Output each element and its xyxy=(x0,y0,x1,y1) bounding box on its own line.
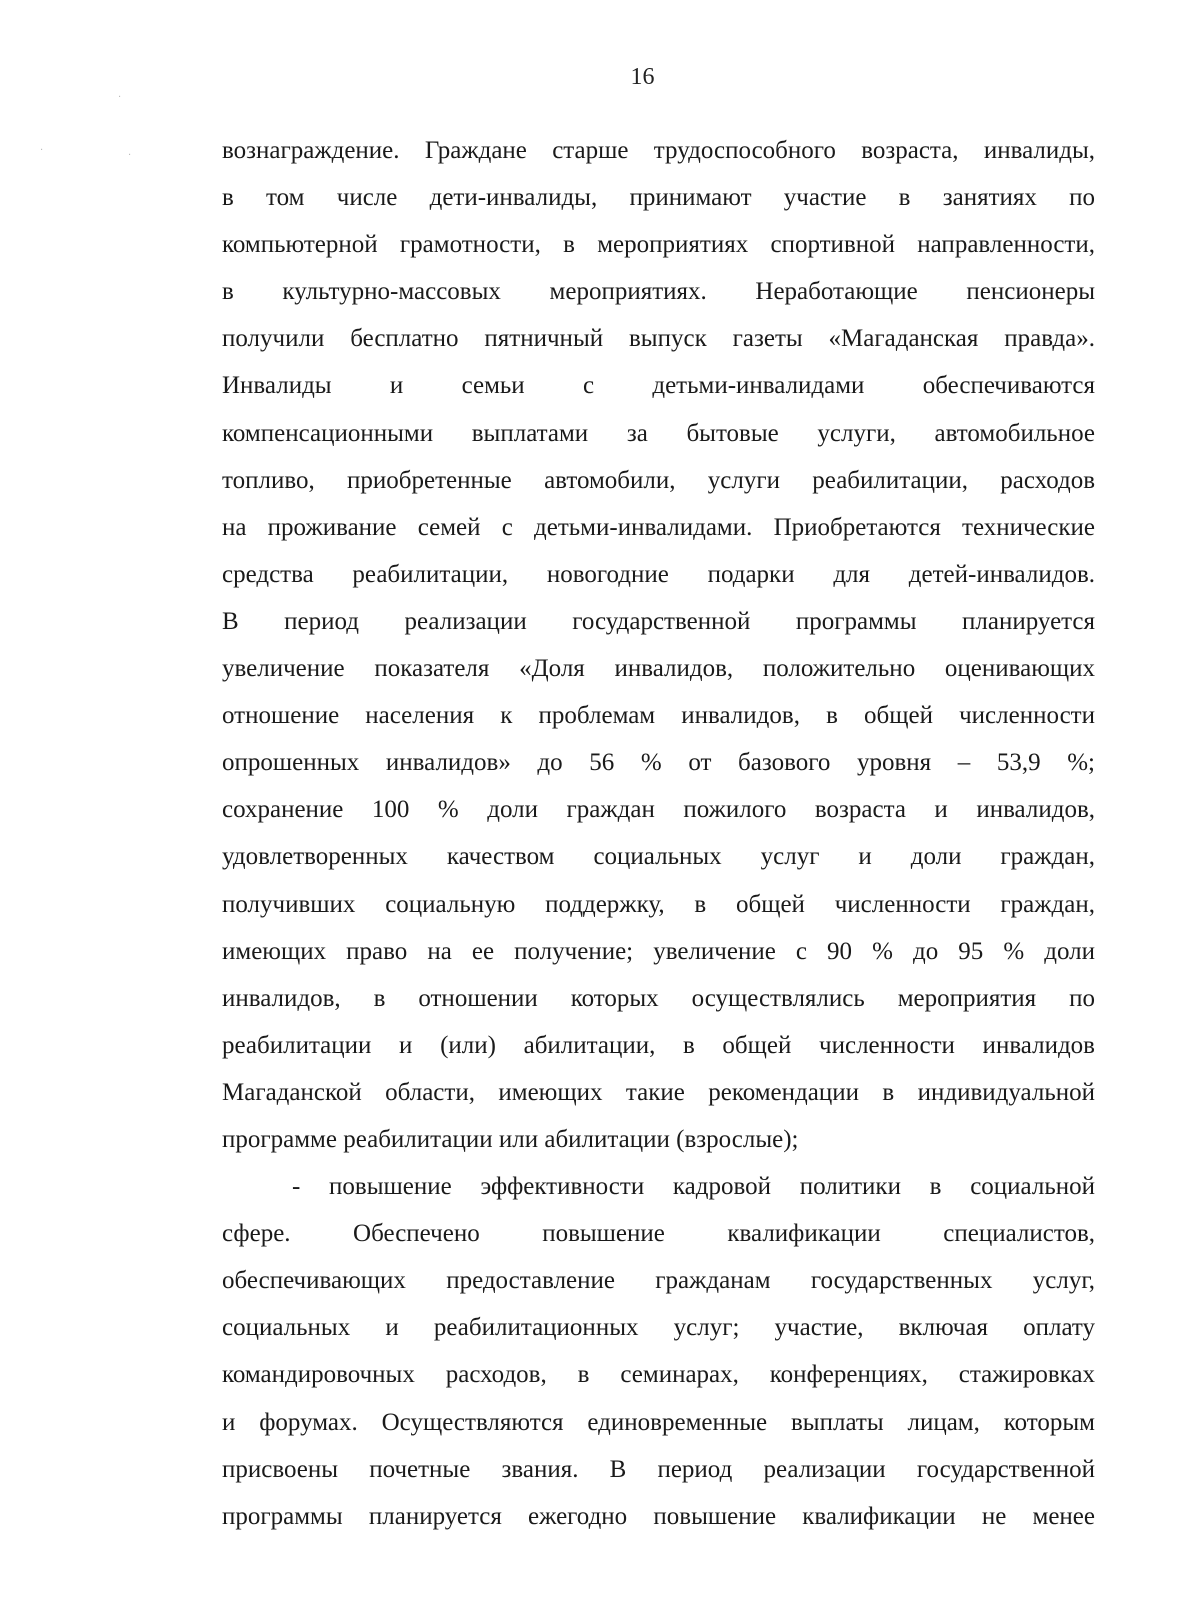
text-line-29: присвоены почетные звания. В период реализации государственной xyxy=(222,1455,1095,1483)
text-line-04: в культурно-массовых мероприятиях. Неработающие пенсионеры xyxy=(222,278,1095,306)
text-line-20: реабилитации и (или) абилитации, в общей численности инвалидов xyxy=(222,1031,1095,1059)
text-line-11: В период реализации государственной программы планируется xyxy=(222,607,1095,635)
text-line-13: отношение населения к проблемам инвалидов, в общей численности xyxy=(222,702,1095,730)
body-text xyxy=(222,127,1095,1540)
text-line-07: компенсационными выплатами за бытовые услуги, автомобильное xyxy=(222,419,1095,447)
text-line-22: программе реабилитации или абилитации (взрослые); xyxy=(222,1125,799,1153)
text-line-14: опрошенных инвалидов» до 56 % от базового уровня – 53,9 %; xyxy=(222,749,1095,777)
text-line-23: - повышение эффективности кадровой политики в социальной xyxy=(292,1173,1095,1201)
page-number: 16 xyxy=(630,64,655,90)
text-line-16: удовлетворенных качеством социальных услуг и доли граждан, xyxy=(222,843,1095,871)
text-line-09: на проживание семей с детьми-инвалидами. Приобретаются технические xyxy=(222,513,1095,541)
text-line-26: социальных и реабилитационных услуг; участие, включая оплату xyxy=(222,1314,1095,1342)
text-line-27: командировочных расходов, в семинарах, конференциях, стажировках xyxy=(222,1361,1095,1389)
margin-speck: · xyxy=(128,150,132,161)
text-line-05: получили бесплатно пятничный выпуск газеты «Магаданская правда». xyxy=(222,325,1095,353)
text-line-21: Магаданской области, имеющих такие рекомендации в индивидуальной xyxy=(222,1078,1095,1106)
text-line-01: вознаграждение. Граждане старше трудоспособного возраста, инвалиды, xyxy=(222,137,1095,164)
text-line-08: топливо, приобретенные автомобили, услуги реабилитации, расходов xyxy=(222,466,1095,494)
text-line-25: обеспечивающих предоставление гражданам государственных услуг, xyxy=(222,1267,1095,1295)
text-line-06: Инвалиды и семьи с детьми-инвалидами обеспечиваются xyxy=(222,372,1095,400)
margin-speck: · xyxy=(40,145,44,156)
text-line-19: инвалидов, в отношении которых осуществлялись мероприятия по xyxy=(222,984,1095,1012)
text-line-17: получивших социальную поддержку, в общей численности граждан, xyxy=(222,890,1095,918)
text-line-12: увеличение показателя «Доля инвалидов, положительно оценивающих xyxy=(222,655,1095,683)
margin-speck: · xyxy=(118,92,122,103)
text-line-30: программы планируется ежегодно повышение квалификации не менее xyxy=(222,1502,1095,1530)
text-line-18: имеющих право на ее получение; увеличение с 90 % до 95 % доли xyxy=(222,937,1095,965)
text-line-28: и форумах. Осуществляются единовременные выплаты лицам, которым xyxy=(222,1408,1095,1436)
text-line-15: сохранение 100 % доли граждан пожилого возраста и инвалидов, xyxy=(222,796,1095,824)
text-line-10: средства реабилитации, новогодние подарки для детей-инвалидов. xyxy=(222,560,1095,588)
text-line-24: сфере. Обеспечено повышение квалификации специалистов, xyxy=(222,1220,1095,1248)
text-line-03: компьютерной грамотности, в мероприятиях спортивной направленности, xyxy=(222,231,1095,259)
text-line-02: в том числе дети-инвалиды, принимают участие в занятиях по xyxy=(222,184,1095,212)
